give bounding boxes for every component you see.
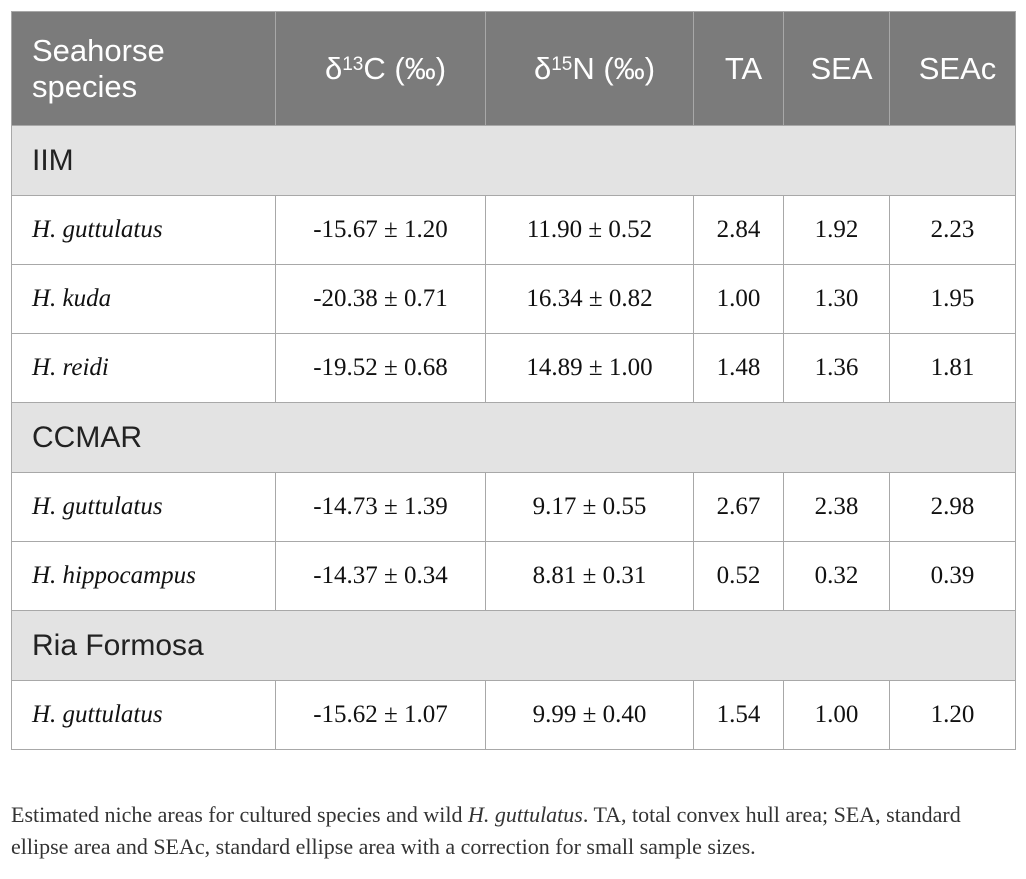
cell-sea: 0.32 [784,542,890,611]
table-caption [11,799,1015,863]
cell-seac: 1.95 [890,265,1016,334]
cell-ta: 1.00 [694,265,784,334]
header-d15n-sup: 15 [551,53,573,75]
header-d15n [486,12,694,126]
header-ta: TA [694,12,784,126]
cell-seac: 1.20 [890,681,1016,750]
cell-sea: 1.30 [784,265,890,334]
caption-text-1: Estimated niche areas for cultured species and wild [11,802,468,827]
niche-table [11,11,1016,750]
table-row [12,473,1016,542]
header-d13c-sup: 13 [342,53,364,75]
cell-d15n: 11.90 ± 0.52 [486,196,694,265]
header-d15n-rest: N (‰) [572,50,656,86]
cell-d13c: -15.62 ± 1.07 [276,681,486,750]
caption-species: H. guttulatus [467,802,583,827]
cell-d15n: 9.99 ± 0.40 [486,681,694,750]
table-row [12,681,1016,750]
cell-sea: 1.36 [784,334,890,403]
header-d15n-delta: δ [533,50,552,86]
cell-ta: 0.52 [694,542,784,611]
cell-d13c: -15.67 ± 1.20 [276,196,486,265]
header-d13c-rest: C (‰) [363,50,447,86]
table-row [12,196,1016,265]
cell-ta: 2.84 [694,196,784,265]
cell-d13c: -14.73 ± 1.39 [276,473,486,542]
cell-species: H. reidi [12,334,276,403]
header-row [12,12,1016,126]
group-row-ccmar [12,403,1016,473]
cell-ta: 1.54 [694,681,784,750]
cell-species: H. guttulatus [12,473,276,542]
header-d13c [276,12,486,126]
group-label: IIM [12,126,1016,196]
cell-d15n: 9.17 ± 0.55 [486,473,694,542]
group-label: CCMAR [12,403,1016,473]
cell-seac: 2.98 [890,473,1016,542]
cell-seac: 0.39 [890,542,1016,611]
header-species-line2: species [32,68,138,104]
header-seac: SEAc [890,12,1016,126]
table-row [12,334,1016,403]
caption-text-2: . TA, total convex hull area; SEA, standard ellipse area and SEAc, standard ellipse area with a correction for small sample sizes. [11,802,961,859]
cell-ta: 1.48 [694,334,784,403]
cell-species: H. hippocampus [12,542,276,611]
cell-d15n: 14.89 ± 1.00 [486,334,694,403]
cell-d15n: 16.34 ± 0.82 [486,265,694,334]
header-species [12,12,276,126]
group-label: Ria Formosa [12,611,1016,681]
table-row [12,542,1016,611]
header-d13c-delta: δ [324,50,343,86]
cell-species: H. guttulatus [12,196,276,265]
cell-seac: 2.23 [890,196,1016,265]
cell-d15n: 8.81 ± 0.31 [486,542,694,611]
cell-ta: 2.67 [694,473,784,542]
cell-sea: 2.38 [784,473,890,542]
group-row-iim [12,126,1016,196]
cell-seac: 1.81 [890,334,1016,403]
cell-sea: 1.92 [784,196,890,265]
cell-sea: 1.00 [784,681,890,750]
cell-d13c: -19.52 ± 0.68 [276,334,486,403]
header-species-line1: Seahorse [32,32,165,68]
cell-species: H. guttulatus [12,681,276,750]
cell-species: H. kuda [12,265,276,334]
table-row [12,265,1016,334]
header-sea: SEA [784,12,890,126]
cell-d13c: -20.38 ± 0.71 [276,265,486,334]
group-row-ria-formosa [12,611,1016,681]
cell-d13c: -14.37 ± 0.34 [276,542,486,611]
